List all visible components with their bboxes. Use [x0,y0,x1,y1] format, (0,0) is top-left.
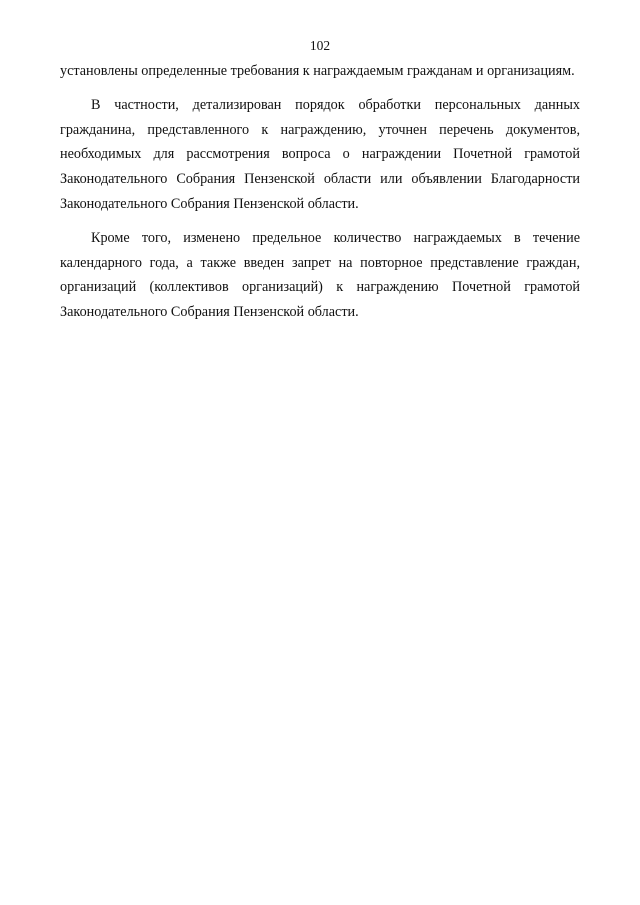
paragraph-details: В частности, детализирован порядок обработки персональных данных гражданина, представленного к награждению, уточнен перечень документов, необходимых для рассмотрения вопроса о награждении Почетной грамотой Законодательного Собрания Пензенской области или объявлении Благодарности Законодательного Собрания Пензенской области. [60,96,580,212]
paragraph-changes: Кроме того, изменено предельное количество награждаемых в течение календарного года, а также введен запрет на повторное представление граждан, организаций (коллективов организаций) к награждению Почетной грамотой Законодательного Собрания Пензенской области. [60,229,580,321]
paragraph-continuation: установлены определенные требования к награждаемым гражданам и организациям. [60,63,575,79]
document-body [60,59,580,325]
page-number: 102 [309,38,331,53]
